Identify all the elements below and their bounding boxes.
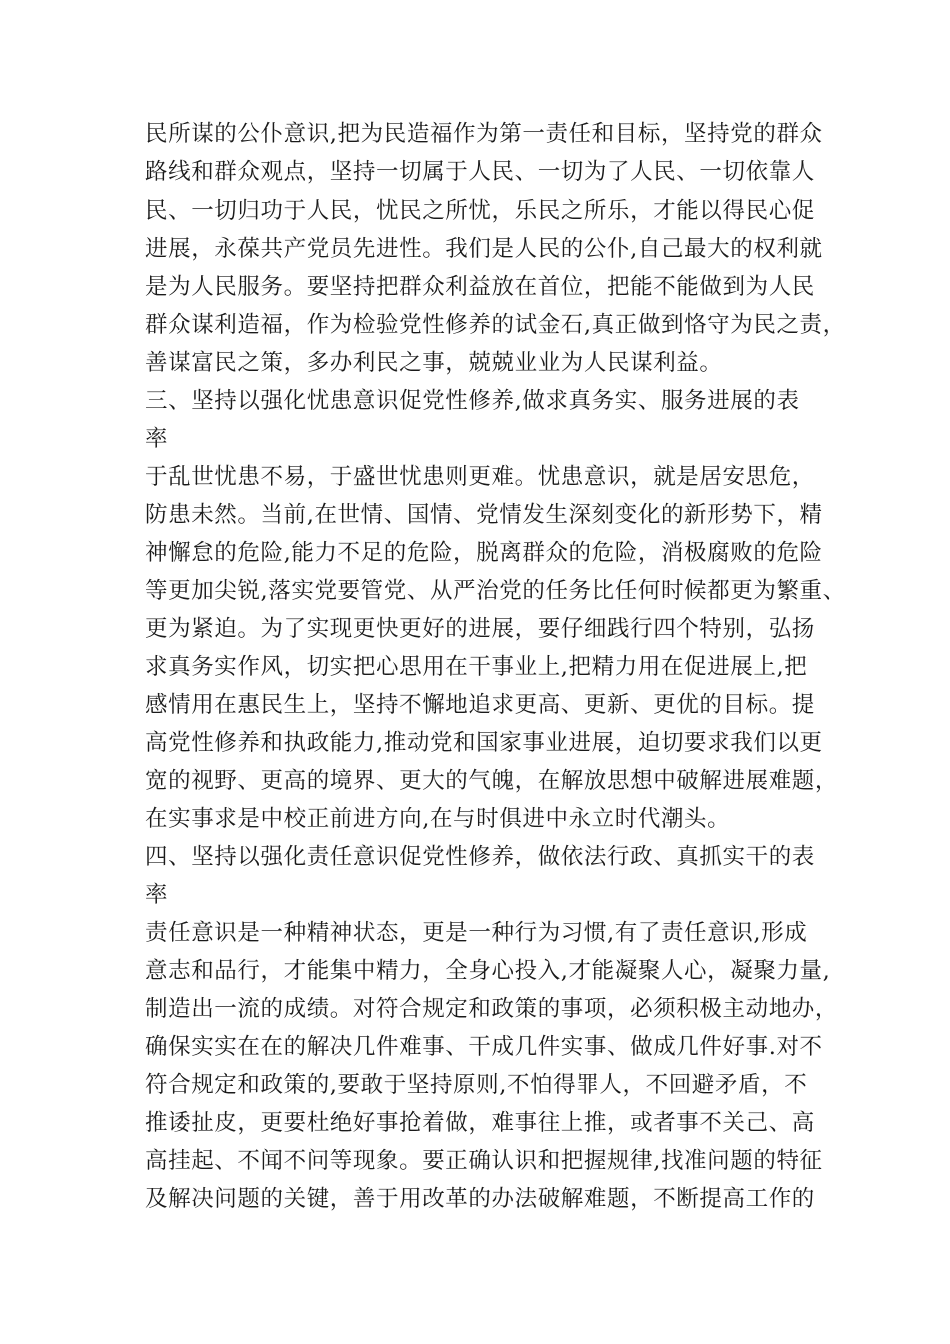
paragraph-line: 民所谋的公仆意识,把为民造福作为第一责任和目标，坚持党的群众 [145,121,823,147]
paragraph-line: 制造出一流的成绩。对符合规定和政策的事项，必须积极主动地办， [145,996,839,1022]
paragraph-line: 感情用在惠民生上，坚持不懈地追求更高、更新、更优的目标。提 [145,692,815,718]
section-heading-line: 率 [145,426,169,452]
paragraph-line: 意志和品行，才能集中精力，全身心投入,才能凝聚人心，凝聚力量, [145,958,831,984]
paragraph-line: 神懈怠的危险,能力不足的危险，脱离群众的危险，消极腐败的危险 [145,540,823,566]
paragraph-line: 高挂起、不闻不问等现象。要正确认识和把握规律,找准问题的特征 [145,1148,823,1174]
paragraph-line: 防患未然。当前,在世情、国情、党情发生深刻变化的新形势下，精 [145,502,823,528]
paragraph-line: 群众谋利造福，作为检验党性修养的试金石,真正做到恪守为民之责， [145,312,846,338]
paragraph-line: 符合规定和政策的,要敢于坚持原则,不怕得罪人，不回避矛盾，不 [145,1072,808,1098]
paragraph-line: 于乱世忧患不易，于盛世忧患则更难。忧患意识，就是居安思危， [145,464,815,490]
paragraph-line: 在实事求是中校正前进方向,在与时俱进中永立时代潮头。 [145,806,731,832]
paragraph-line: 宽的视野、更高的境界、更大的气魄，在解放思想中破解进展难题， [145,768,839,794]
section-heading-line: 三、坚持以强化忧患意识促党性修养,做求真务实、服务进展的表 [145,388,800,414]
paragraph-line: 确保实实在在的解决几件难事、干成几件实事、做成几件好事.对不 [145,1034,823,1060]
paragraph-line: 责任意识是一种精神状态，更是一种行为习惯,有了责任意识,形成 [145,920,808,946]
paragraph-line: 及解决问题的关键，善于用改革的办法破解难题，不断提高工作的 [145,1186,815,1212]
paragraph-line: 等更加尖锐,落实党要管党、从严治党的任务比任何时候都更为繁重、 [145,578,846,604]
paragraph-line: 高党性修养和执政能力,推动党和国家事业进展，迫切要求我们以更 [145,730,823,756]
paragraph-line: 进展，永葆共产党员先进性。我们是人民的公仆,自己最大的权利就 [145,236,823,262]
paragraph-line: 更为紧迫。为了实现更快更好的进展，要仔细践行四个特别，弘扬 [145,616,815,642]
paragraph-line: 民、一切归功于人民，忧民之所忧，乐民之所乐，才能以得民心促 [145,198,815,224]
section-heading-line: 四、坚持以强化责任意识促党性修养，做依法行政、真抓实干的表 [145,844,815,870]
paragraph-line: 路线和群众观点，坚持一切属于人民、一切为了人民、一切依靠人 [145,159,815,185]
paragraph-line: 善谋富民之策，多办利民之事，兢兢业业为人民谋利益。 [145,350,723,376]
paragraph-line: 求真务实作风，切实把心思用在干事业上,把精力用在促进展上,把 [145,654,808,680]
paragraph-line: 是为人民服务。要坚持把群众利益放在首位，把能不能做到为人民 [145,274,815,300]
section-heading-line: 率 [145,882,169,908]
paragraph-line: 推诿扯皮，更要杜绝好事抢着做，难事往上推，或者事不关己、高 [145,1110,815,1136]
